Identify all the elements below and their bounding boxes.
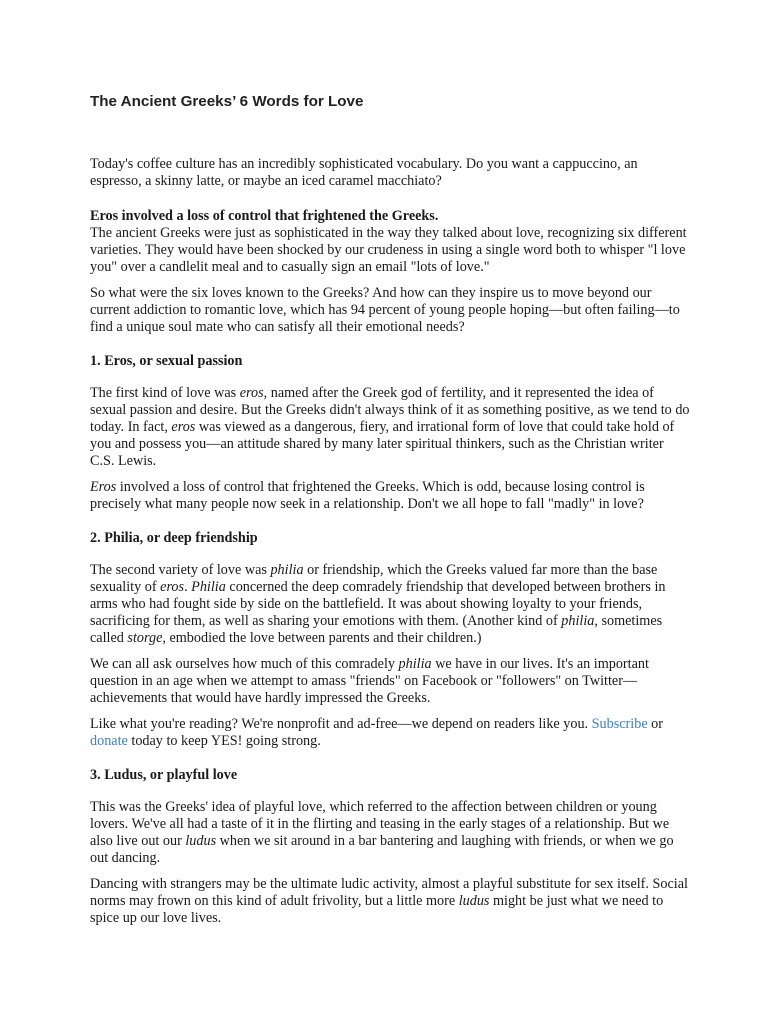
paragraph-varieties xyxy=(90,208,690,276)
paragraph-six-loves: So what were the six loves known to the Greeks? And how can they inspire us to move beyond our current addiction to romantic love, which has 94 percent of young people hoping—but often failing—to find a unique soul mate who can satisfy all their emotional needs? xyxy=(90,285,680,335)
paragraph-philia-1 xyxy=(90,562,690,647)
text-span: might be just what we need to spice up our love lives. xyxy=(90,893,664,926)
heading-eros: 1. Eros, or sexual passion xyxy=(90,353,243,369)
text-span: , named after the Greek god of fertility, and it represented the idea of sexual passion and desire. But the Greeks didn't always think of it as something positive, as we tend to do today. In fact, xyxy=(90,385,690,435)
intro-paragraph: Today's coffee culture has an incredibly sophisticated vocabulary. Do you want a cappuccino, an espresso, a skinny latte, or maybe an iced caramel macchiato? xyxy=(90,156,638,189)
text-span: Dancing with strangers may be the ultimate ludic activity, almost a playful substitute for sex itself. Social norms may frown on this kind of adult frivolity, but a little more xyxy=(90,876,688,909)
donate-link[interactable]: donate xyxy=(90,733,128,749)
italic-term: ludus xyxy=(185,833,217,849)
text-span: , sometimes called xyxy=(90,613,663,646)
text-span: , embodied the love between parents and their children.) xyxy=(162,630,482,646)
text-span: when we sit around in a bar bantering and laughing with friends, or when we go out dancing. xyxy=(90,833,674,866)
paragraph-ludus-1 xyxy=(90,799,690,867)
heading-philia: 2. Philia, or deep friendship xyxy=(90,530,258,546)
italic-term: philia xyxy=(561,613,595,629)
paragraph-ludus-2 xyxy=(90,876,690,927)
italic-term: ludus xyxy=(458,893,490,909)
article xyxy=(90,92,690,936)
italic-term: eros xyxy=(239,385,264,401)
text-span: was viewed as a dangerous, fiery, and irrational form of love that could take hold of you and possess you—an attitude shared by many later spiritual thinkers, such as the Christian writer C.S. Lewis. xyxy=(90,419,675,469)
text-span: This was the Greeks' idea of playful love, which referred to the affection between children or young lovers. We've all had a taste of it in the flirting and teasing in the early stages of a relationship. But we also live out our xyxy=(90,799,670,849)
article-title: The Ancient Greeks’ 6 Words for Love xyxy=(90,93,364,110)
italic-term: philia xyxy=(270,562,304,578)
text-span: concerned the deep comradely friendship that developed between brothers in arms who had fought side by side on the battlefield. It was about showing loyalty to your friends, sacrificing for them, as well as sharing your emotions with them. (Another kind of xyxy=(90,579,666,629)
paragraph-philia-2 xyxy=(90,656,690,707)
text-span: or friendship, which the Greeks valued far more than the base sexuality of xyxy=(90,562,658,595)
italic-term: storge xyxy=(127,630,163,646)
text-span: we have in our lives. It's an important question in an age when we attempt to amass "friends" on Facebook or "followers" on Twitter—achievements that would have hardly impressed the Greeks. xyxy=(90,656,649,706)
heading-ludus: 3. Ludus, or playful love xyxy=(90,767,238,783)
text-span: The first kind of love was xyxy=(90,385,240,401)
text-span: The second variety of love was xyxy=(90,562,271,578)
text-span: . xyxy=(184,579,192,595)
lead-bold-sentence: Eros involved a loss of control that frightened the Greeks. xyxy=(90,208,439,224)
paragraph-eros-1 xyxy=(90,385,690,470)
varieties-text: The ancient Greeks were just as sophisticated in the way they talked about love, recognizing six different varieties. They would have been shocked by our crudeness in using a single word both to whisper "l love you" over a candlelit meal and to casually sign an email "lots of love." xyxy=(90,225,687,275)
text-span: or xyxy=(647,716,663,732)
text-span: involved a loss of control that frightened the Greeks. Which is odd, because losing control is precisely what many people now seek in a relationship. Don't we all hope to fall "madly" in love? xyxy=(90,479,645,512)
italic-term: eros xyxy=(160,579,185,595)
italic-term: eros xyxy=(171,419,196,435)
paragraph-support xyxy=(90,716,690,750)
text-span: Like what you're reading? We're nonprofit and ad-free—we depend on readers like you. xyxy=(90,716,592,732)
paragraph-eros-2 xyxy=(90,479,690,513)
subscribe-link[interactable]: Subscribe xyxy=(591,716,648,732)
text-span: We can all ask ourselves how much of this comradely xyxy=(90,656,399,672)
italic-term: Eros xyxy=(90,479,117,495)
italic-term: Philia xyxy=(191,579,226,595)
italic-term: philia xyxy=(398,656,432,672)
text-span: today to keep YES! going strong. xyxy=(127,733,321,749)
